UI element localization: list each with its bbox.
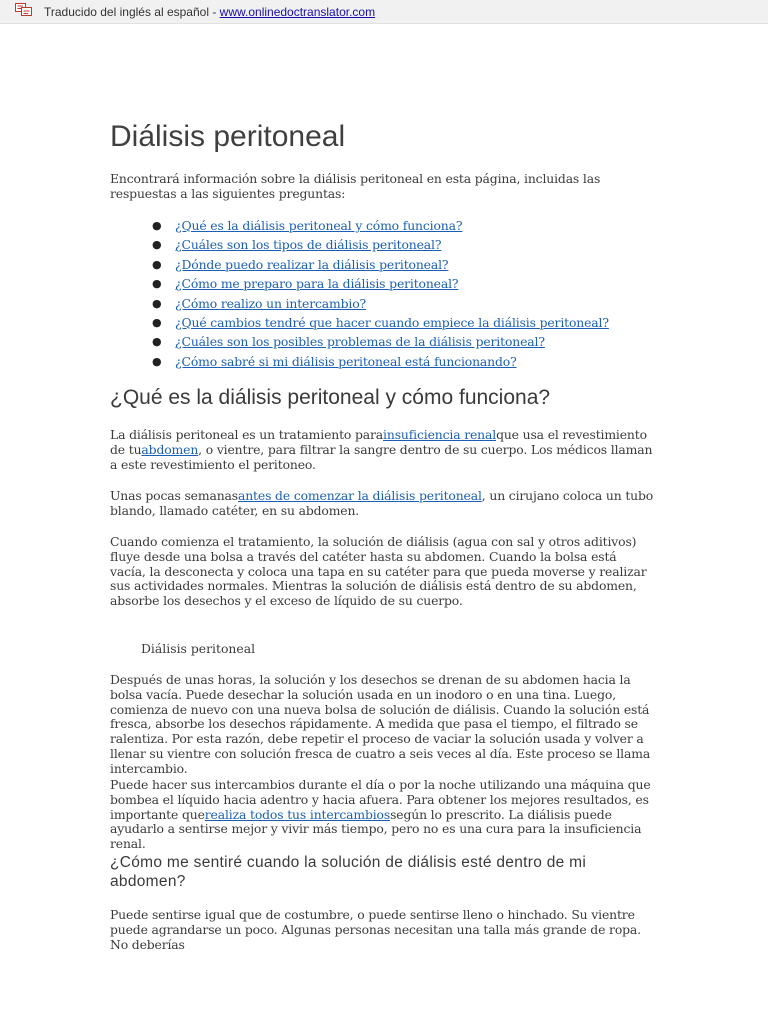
figure-caption: Diálisis peritoneal (141, 641, 256, 656)
bullet-icon: ● (152, 277, 162, 291)
paragraph-6: Puede sentirse igual que de costumbre, o puede sentirse lleno o hinchado. Su vientre puede agrandarse un poco. Algunas personas necesitan una talla más grande de ropa. No deberías (110, 907, 641, 952)
translator-link[interactable]: www.onlinedoctranslator.com (219, 5, 376, 19)
paragraph-3: Cuando comienza el tratamiento, la solución de diálisis (agua con sal y otros aditivos) fluye desde una bolsa a través del catéter hasta su abdomen. Cuando la bolsa está vacía, la desconecta y coloca una tapa en su catéter para que pueda moverse y realizar sus actividades normales. Mientras la solución de diálisis está dentro de su abdomen, absorbe los desechos y el exceso de líquido de su cuerpo. (110, 534, 647, 609)
toc-link-preparo[interactable]: ¿Cómo me preparo para la diálisis peritoneal? (175, 276, 459, 292)
link-abdomen[interactable]: abdomen (141, 441, 199, 457)
bullet-icon: ● (152, 219, 162, 232)
list-item (152, 255, 609, 274)
translator-logo-icon (15, 3, 33, 17)
translator-banner (0, 0, 768, 24)
paragraph-4: Después de unas horas, la solución y los desechos se drenan de su abdomen hacia la bolsa vacía. Puede desechar la solución usada en un inodoro o en una tina. Luego, comienza de nuevo con una nueva bolsa de solución de diálisis. Cuando la solución está fresca, absorbe los desechos rápidamente. A medida que pasa el tiempo, el filtrado se ralentiza. Por esta razón, debe repetir el proceso de vaciar la solución usada y volver a llenar su vientre con solución fresca de cuatro a seis veces al día. Este proceso se llama intercambio. (110, 672, 651, 776)
toc-link-tipos[interactable]: ¿Cuáles son los tipos de diálisis peritoneal? (175, 237, 442, 253)
list-item (152, 216, 609, 235)
list-item (152, 332, 609, 351)
toc-link-cambios[interactable]: ¿Qué cambios tendré que hacer cuando empiece la diálisis peritoneal? (175, 314, 609, 330)
paragraph-5-text-a: Puede hacer sus intercambios durante el día o por la noche utilizando una máquina que bombea el líquido hacia adentro y hacia afuera. Para obtener los mejores resultados, es importante que (110, 777, 651, 822)
paragraph-2-text-b: , un cirujano coloca un tubo blando, llamado catéter, en su abdomen. (110, 488, 654, 518)
section-heading-que-es: ¿Qué es la diálisis peritoneal y cómo funciona? (110, 386, 551, 409)
paragraph-5-text-b: según lo prescrito. La diálisis puede ayudarlo a sentirse mejor y vivir más tiempo, pero no es una cura para la insuficiencia renal. (110, 806, 642, 852)
list-item (152, 294, 609, 313)
section-heading-como-me-sentire: ¿Cómo me sentiré cuando la solución de diálisis esté dentro de mi abdomen? (110, 854, 587, 890)
toc-link-que-es[interactable]: ¿Qué es la diálisis peritoneal y cómo funciona? (175, 218, 463, 233)
toc-link-problemas[interactable]: ¿Cuáles son los posibles problemas de la diálisis peritoneal? (175, 334, 545, 350)
paragraph-1-text-b: que usa el revestimiento de tu (110, 427, 647, 457)
bullet-icon: ● (152, 354, 162, 368)
paragraph-1-text-a: La diálisis peritoneal es un tratamiento para (110, 427, 384, 442)
list-item (152, 352, 609, 371)
paragraph-1 (110, 428, 655, 472)
bullet-icon: ● (152, 315, 162, 329)
page-title: Diálisis peritoneal (110, 120, 346, 153)
toc-link-intercambio[interactable]: ¿Cómo realizo un intercambio? (175, 295, 367, 311)
question-list (110, 216, 609, 371)
banner-label: Traducido del inglés al español - (44, 5, 220, 19)
paragraph-1-text-c: , o vientre, para filtrar la sangre dentro de su cuerpo. Los médicos llaman a este revestimiento el peritoneo. (110, 441, 653, 472)
intro-paragraph: Encontrará información sobre la diálisis peritoneal en esta página, incluidas las respuestas a las siguientes preguntas: (110, 171, 601, 201)
toc-link-donde[interactable]: ¿Dónde puedo realizar la diálisis peritoneal? (175, 256, 449, 272)
link-antes-de-comenzar[interactable]: antes de comenzar la diálisis peritoneal (237, 488, 482, 503)
paragraph-2 (110, 489, 655, 519)
bullet-icon: ● (152, 296, 162, 310)
list-item (152, 235, 609, 254)
paragraph-5 (110, 778, 655, 852)
banner-text (44, 5, 375, 19)
bullet-icon: ● (152, 257, 162, 271)
bullet-icon: ● (152, 238, 162, 252)
link-insuficiencia-renal[interactable]: insuficiencia renal (383, 427, 497, 442)
paragraph-2-text-a: Unas pocas semanas (110, 488, 238, 503)
toc-link-funcionando[interactable]: ¿Cómo sabré si mi diálisis peritoneal está funcionando? (175, 353, 517, 369)
link-realiza-intercambios[interactable]: realiza todos tus intercambios (204, 806, 391, 822)
list-item (152, 313, 609, 332)
bullet-icon: ● (152, 335, 162, 349)
list-item (152, 274, 609, 293)
